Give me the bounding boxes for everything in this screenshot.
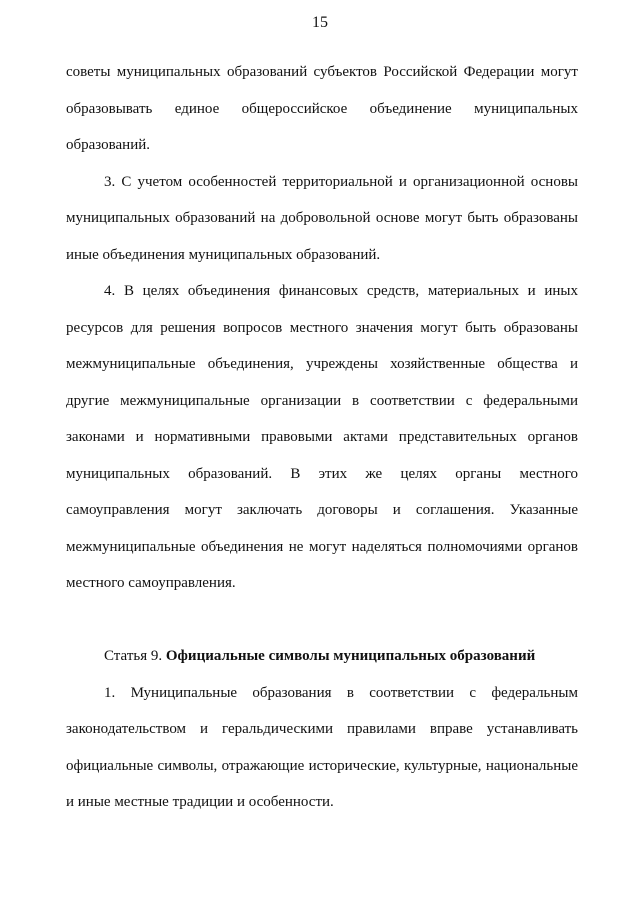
- document-body: [66, 54, 578, 821]
- paragraph-item-3: 3. С учетом особенностей территориальной и организационной основы муниципальных образований на добровольной основе могут быть образованы иные объединения муниципальных образований.: [66, 173, 578, 263]
- spacer: [66, 602, 578, 639]
- article-paragraph-1: 1. Муниципальные образования в соответствии с федеральным законодательством и геральдическими правилами вправе устанавливать официальные символы, отражающие исторические, культурные, национальные и иные местные традиции и особенности.: [66, 684, 578, 810]
- article-title: Официальные символы муниципальных образований: [165, 648, 536, 664]
- paragraph-item-4: 4. В целях объединения финансовых средств, материальных и иных ресурсов для решения вопросов местного значения могут быть образованы межмуниципальные объединения, учреждены хозяйственные общества и другие межмуниципальные организации в соответствии с федеральными законами и нормативными правовыми актами представительных органов муниципальных образований. В этих же целях органы местного самоуправления могут заключать договоры и соглашения. Указанные межмуниципальные объединения не могут наделяться полномочиями органов местного самоуправления.: [66, 283, 578, 591]
- page-number: 15: [312, 14, 328, 31]
- article-label: Статья 9.: [104, 648, 163, 664]
- article-heading: [66, 638, 578, 675]
- paragraph-councils-association: советы муниципальных образований субъектов Российской Федерации могут образовывать единое общероссийское объединение муниципальных образований.: [66, 64, 578, 153]
